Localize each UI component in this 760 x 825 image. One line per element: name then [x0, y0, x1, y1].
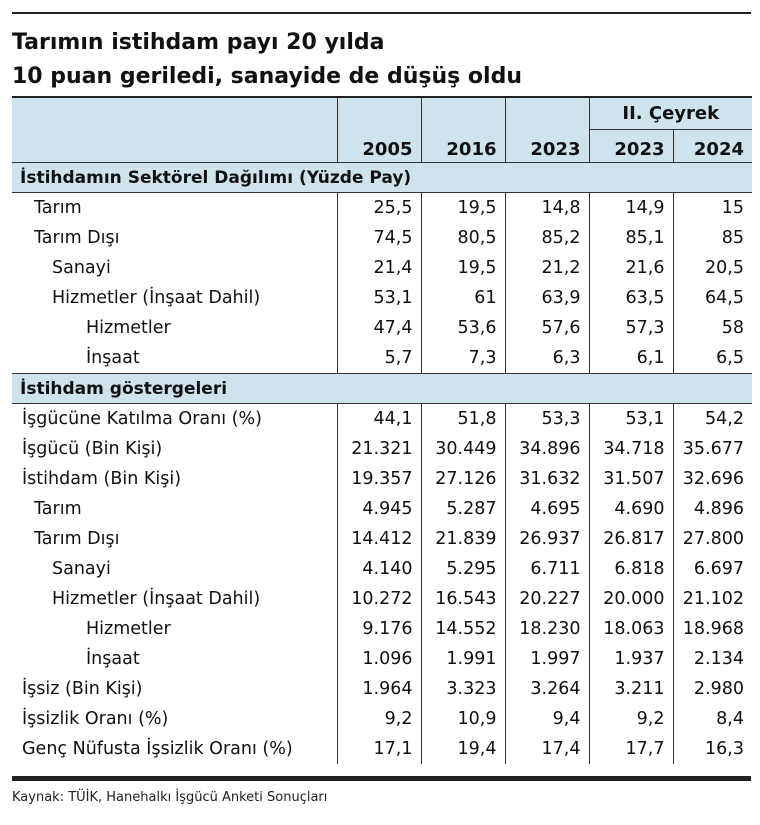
cell-value: 16.543 [421, 584, 505, 614]
title-line-2: 10 puan geriledi, sanayide de düşüş oldu [12, 64, 522, 89]
cell-value: 4.695 [505, 494, 589, 524]
cell-value: 1.964 [337, 674, 421, 704]
row-label: Tarım [34, 198, 82, 218]
table-row [12, 313, 752, 343]
table-row [12, 193, 752, 224]
cell-value: 9,2 [337, 704, 421, 734]
bottom-rule [12, 776, 751, 781]
cell-value: 14,8 [505, 193, 589, 224]
cell-value: 21,6 [589, 253, 673, 283]
cell-value: 5.295 [421, 554, 505, 584]
cell-value: 4.896 [673, 494, 752, 524]
cell-value: 5,7 [337, 343, 421, 374]
table-row [12, 554, 752, 584]
cell-value: 63,9 [505, 283, 589, 313]
cell-value: 53,3 [505, 404, 589, 435]
cell-value: 18.063 [589, 614, 673, 644]
cell-value: 20,5 [673, 253, 752, 283]
cell-value: 14.552 [421, 614, 505, 644]
row-label: Hizmetler [86, 318, 171, 338]
cell-value: 34.896 [505, 434, 589, 464]
cell-value: 30.449 [421, 434, 505, 464]
table-row [12, 704, 752, 734]
cell-value: 21.321 [337, 434, 421, 464]
row-label: İşsizlik Oranı (%) [22, 709, 169, 729]
cell-value: 6.818 [589, 554, 673, 584]
cell-value: 20.227 [505, 584, 589, 614]
cell-value: 1.937 [589, 644, 673, 674]
cell-value: 63,5 [589, 283, 673, 313]
section-title: İstihdamın Sektörel Dağılımı (Yüzde Pay) [12, 163, 752, 193]
row-label: Tarım Dışı [34, 529, 120, 549]
table-row [12, 644, 752, 674]
table-row [12, 434, 752, 464]
cell-value: 3.264 [505, 674, 589, 704]
year-header: 2024 [673, 130, 752, 163]
section-header-indicators [12, 374, 752, 404]
cell-value: 6,5 [673, 343, 752, 374]
cell-value: 25,5 [337, 193, 421, 224]
cell-value: 27.800 [673, 524, 752, 554]
cell-value: 31.632 [505, 464, 589, 494]
cell-value: 57,3 [589, 313, 673, 343]
cell-value: 18.230 [505, 614, 589, 644]
cell-value: 8,4 [673, 704, 752, 734]
cell-value: 6.711 [505, 554, 589, 584]
row-label: Hizmetler (İnşaat Dahil) [52, 288, 261, 308]
cell-value: 4.690 [589, 494, 673, 524]
cell-value: 19,5 [421, 253, 505, 283]
cell-value: 64,5 [673, 283, 752, 313]
cell-value: 53,6 [421, 313, 505, 343]
table-row [12, 584, 752, 614]
row-label: İşgücü (Bin Kişi) [22, 439, 163, 459]
table-row [12, 734, 752, 764]
cell-value: 14,9 [589, 193, 673, 224]
row-label: Tarım [34, 499, 82, 519]
cell-value: 17,1 [337, 734, 421, 764]
cell-value: 20.000 [589, 584, 673, 614]
cell-value: 19,4 [421, 734, 505, 764]
cell-value: 1.096 [337, 644, 421, 674]
cell-value: 18.968 [673, 614, 752, 644]
row-label: İnşaat [86, 348, 140, 368]
cell-value: 5.287 [421, 494, 505, 524]
cell-value: 15 [673, 193, 752, 224]
row-label: Sanayi [52, 258, 111, 278]
cell-value: 1.997 [505, 644, 589, 674]
section-header-sectoral [12, 163, 752, 193]
cell-value: 3.323 [421, 674, 505, 704]
cell-value: 9,2 [589, 704, 673, 734]
top-rule [12, 12, 751, 14]
cell-value: 61 [421, 283, 505, 313]
source-note: Kaynak: TÜİK, Hanehalkı İşgücü Anketi Sonuçları [12, 790, 328, 805]
cell-value: 19,5 [421, 193, 505, 224]
cell-value: 44,1 [337, 404, 421, 435]
cell-value: 6,1 [589, 343, 673, 374]
title-line-1: Tarımın istihdam payı 20 yılda [12, 30, 385, 55]
header-row-years [12, 130, 752, 163]
row-label: Hizmetler (İnşaat Dahil) [52, 589, 261, 609]
cell-value: 4.140 [337, 554, 421, 584]
cell-value: 57,6 [505, 313, 589, 343]
row-label: İstihdam (Bin Kişi) [22, 469, 182, 489]
cell-value: 21,4 [337, 253, 421, 283]
cell-value: 17,4 [505, 734, 589, 764]
table-row [12, 614, 752, 644]
cell-value: 1.991 [421, 644, 505, 674]
cell-value: 9,4 [505, 704, 589, 734]
table-row [12, 253, 752, 283]
cell-value: 9.176 [337, 614, 421, 644]
year-header: 2016 [421, 130, 505, 163]
cell-value: 34.718 [589, 434, 673, 464]
year-header: 2023 [505, 130, 589, 163]
employment-table [12, 96, 752, 764]
cell-value: 26.817 [589, 524, 673, 554]
cell-value: 21.102 [673, 584, 752, 614]
cell-value: 16,3 [673, 734, 752, 764]
cell-value: 4.945 [337, 494, 421, 524]
cell-value: 58 [673, 313, 752, 343]
cell-value: 10.272 [337, 584, 421, 614]
table-row [12, 494, 752, 524]
cell-value: 21,2 [505, 253, 589, 283]
cell-value: 31.507 [589, 464, 673, 494]
cell-value: 51,8 [421, 404, 505, 435]
table-row [12, 464, 752, 494]
cell-value: 7,3 [421, 343, 505, 374]
cell-value: 74,5 [337, 223, 421, 253]
table-row [12, 343, 752, 374]
cell-value: 26.937 [505, 524, 589, 554]
cell-value: 6.697 [673, 554, 752, 584]
section-title: İstihdam göstergeleri [12, 374, 752, 404]
row-label: Hizmetler [86, 619, 171, 639]
cell-value: 53,1 [337, 283, 421, 313]
year-header: 2005 [337, 130, 421, 163]
cell-value: 85,2 [505, 223, 589, 253]
row-label: Genç Nüfusta İşsizlik Oranı (%) [22, 739, 293, 759]
row-label: İşsiz (Bin Kişi) [22, 679, 143, 699]
table-row [12, 674, 752, 704]
year-header: 2023 [589, 130, 673, 163]
cell-value: 10,9 [421, 704, 505, 734]
cell-value: 85 [673, 223, 752, 253]
cell-value: 32.696 [673, 464, 752, 494]
row-label: İşgücüne Katılma Oranı (%) [22, 409, 262, 429]
cell-value: 14.412 [337, 524, 421, 554]
cell-value: 3.211 [589, 674, 673, 704]
table-row [12, 524, 752, 554]
cell-value: 19.357 [337, 464, 421, 494]
quarter-header: II. Çeyrek [589, 97, 752, 130]
cell-value: 6,3 [505, 343, 589, 374]
table-row [12, 223, 752, 253]
row-label: Tarım Dışı [34, 228, 120, 248]
cell-value: 54,2 [673, 404, 752, 435]
row-label: İnşaat [86, 649, 140, 669]
cell-value: 35.677 [673, 434, 752, 464]
page-title [12, 26, 752, 94]
row-label: Sanayi [52, 559, 111, 579]
table-row [12, 283, 752, 313]
cell-value: 80,5 [421, 223, 505, 253]
cell-value: 85,1 [589, 223, 673, 253]
cell-value: 17,7 [589, 734, 673, 764]
cell-value: 27.126 [421, 464, 505, 494]
header-row-quarter [12, 97, 752, 130]
cell-value: 47,4 [337, 313, 421, 343]
table-row [12, 404, 752, 435]
cell-value: 2.980 [673, 674, 752, 704]
cell-value: 2.134 [673, 644, 752, 674]
cell-value: 53,1 [589, 404, 673, 435]
cell-value: 21.839 [421, 524, 505, 554]
